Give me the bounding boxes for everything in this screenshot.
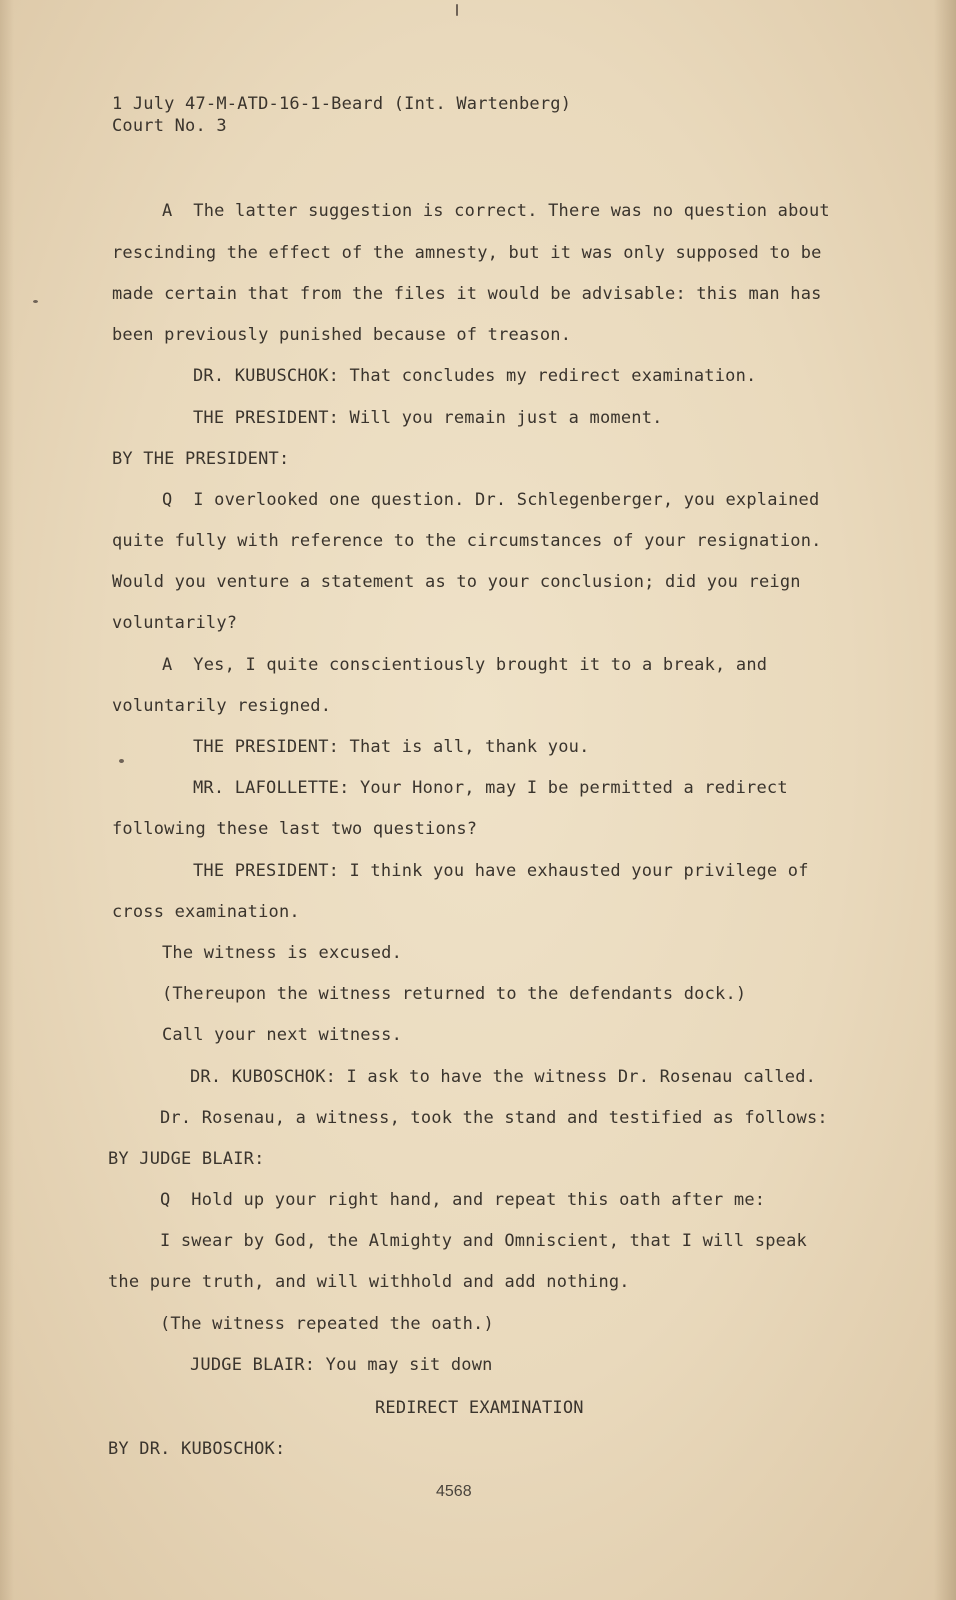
- header-line: 1 July 47-M-ATD-16-1-Beard (Int. Wartenberg): [112, 94, 572, 114]
- page-shadow-left: [0, 0, 14, 1600]
- text-line: (Thereupon the witness returned to the defendants dock.): [162, 984, 747, 1004]
- speaker-line: THE PRESIDENT: I think you have exhausted your privilege of: [193, 861, 809, 881]
- text-line: made certain that from the files it would be advisable: this man has: [112, 284, 822, 304]
- speaker-line: THE PRESIDENT: That is all, thank you.: [193, 737, 590, 757]
- text-line: The witness is excused.: [162, 943, 403, 963]
- text-line: I swear by God, the Almighty and Omniscient, that I will speak: [160, 1231, 807, 1251]
- text-line: Call your next witness.: [162, 1025, 403, 1045]
- text-line: cross examination.: [112, 902, 300, 922]
- text-line: the pure truth, and will withhold and add nothing.: [108, 1272, 630, 1292]
- section-title: REDIRECT EXAMINATION: [375, 1398, 584, 1418]
- speaker-line: DR. KUBUSCHOK: That concludes my redirect examination.: [193, 366, 757, 386]
- text-line: following these last two questions?: [112, 819, 478, 839]
- speck: [119, 759, 124, 763]
- section-heading: BY THE PRESIDENT:: [112, 449, 290, 469]
- text-line: Would you venture a statement as to your conclusion; did you reign: [112, 572, 801, 592]
- speck: [33, 300, 38, 303]
- question-line: Q Hold up your right hand, and repeat this oath after me:: [160, 1190, 766, 1210]
- text-line: (The witness repeated the oath.): [160, 1314, 494, 1334]
- text-line: rescinding the effect of the amnesty, but it was only supposed to be: [112, 243, 822, 263]
- text-line: voluntarily?: [112, 613, 238, 633]
- page-number: 4568: [436, 1483, 472, 1500]
- section-heading: BY DR. KUBOSCHOK:: [108, 1439, 286, 1459]
- speaker-line: MR. LAFOLLETTE: Your Honor, may I be permitted a redirect: [193, 778, 788, 798]
- speaker-line: JUDGE BLAIR: You may sit down: [190, 1355, 493, 1375]
- speaker-line: DR. KUBOSCHOK: I ask to have the witness Dr. Rosenau called.: [190, 1067, 817, 1087]
- question-line: Q I overlooked one question. Dr. Schlegenberger, you explained: [162, 490, 820, 510]
- answer-line: A Yes, I quite conscientiously brought it to a break, and: [162, 655, 768, 675]
- speck: [456, 4, 458, 16]
- text-line: voluntarily resigned.: [112, 696, 332, 716]
- text-line: Dr. Rosenau, a witness, took the stand and testified as follows:: [160, 1108, 828, 1128]
- text-line: quite fully with reference to the circumstances of your resignation.: [112, 531, 822, 551]
- page-shadow-right: [934, 0, 956, 1600]
- text-line: been previously punished because of treason.: [112, 325, 572, 345]
- speaker-line: THE PRESIDENT: Will you remain just a moment.: [193, 408, 663, 428]
- court-number: Court No. 3: [112, 116, 227, 136]
- answer-line: A The latter suggestion is correct. There was no question about: [162, 201, 830, 221]
- section-heading: BY JUDGE BLAIR:: [108, 1149, 265, 1169]
